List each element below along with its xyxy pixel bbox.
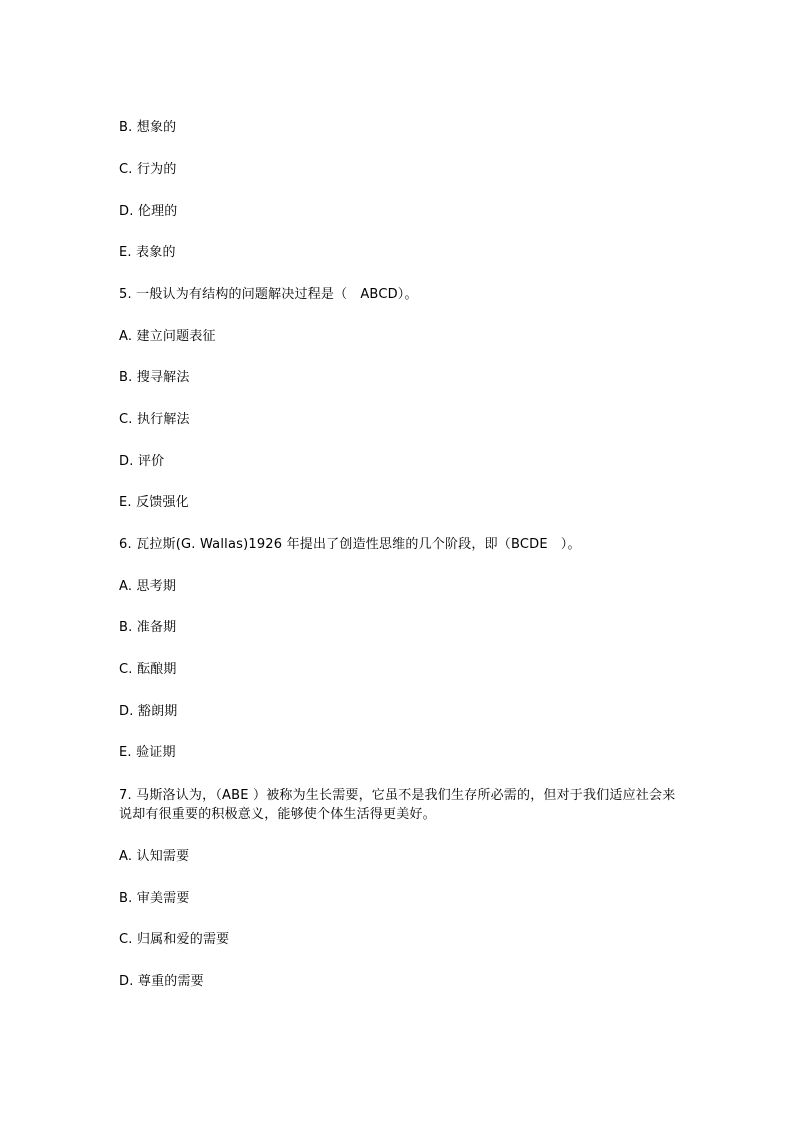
q5-option-d: D. 评价	[119, 454, 165, 469]
q6-option-e: E. 验证期	[119, 745, 176, 760]
q7-option-c: C. 归属和爱的需要	[119, 932, 230, 947]
q7-option-a: A. 认知需要	[119, 849, 190, 864]
q6-option-b: B. 准备期	[119, 620, 177, 635]
q6-option-c: C. 酝酿期	[119, 662, 177, 677]
q5-option-b: B. 搜寻解法	[119, 370, 190, 385]
option-c-behavioral: C. 行为的	[119, 162, 177, 177]
option-d-ethical: D. 伦理的	[119, 204, 178, 219]
q5-option-c: C. 执行解法	[119, 412, 190, 427]
q6-option-a: A. 思考期	[119, 579, 177, 594]
option-e-representational: E. 表象的	[119, 245, 176, 260]
question-6: 6. 瓦拉斯(G. Wallas)1926 年提出了创造性思维的几个阶段，即（BCDE ）。	[119, 537, 581, 552]
question-7: 7. 马斯洛认为，（ABE ）被称为生长需要，它虽不是我们生存所必需的，但对于我们适应社会来说却有很重要的积极意义，能够使个体生活得更美好。	[119, 788, 676, 822]
q5-option-e: E. 反馈强化	[119, 495, 189, 510]
q5-option-a: A. 建立问题表征	[119, 329, 216, 344]
q7-option-d: D. 尊重的需要	[119, 974, 204, 989]
q7-option-b: B. 审美需要	[119, 891, 190, 906]
q6-option-d: D. 豁朗期	[119, 704, 178, 719]
option-b-imaginative: B. 想象的	[119, 120, 177, 135]
question-5: 5. 一般认为有结构的问题解决过程是（ ABCD）。	[119, 287, 418, 302]
